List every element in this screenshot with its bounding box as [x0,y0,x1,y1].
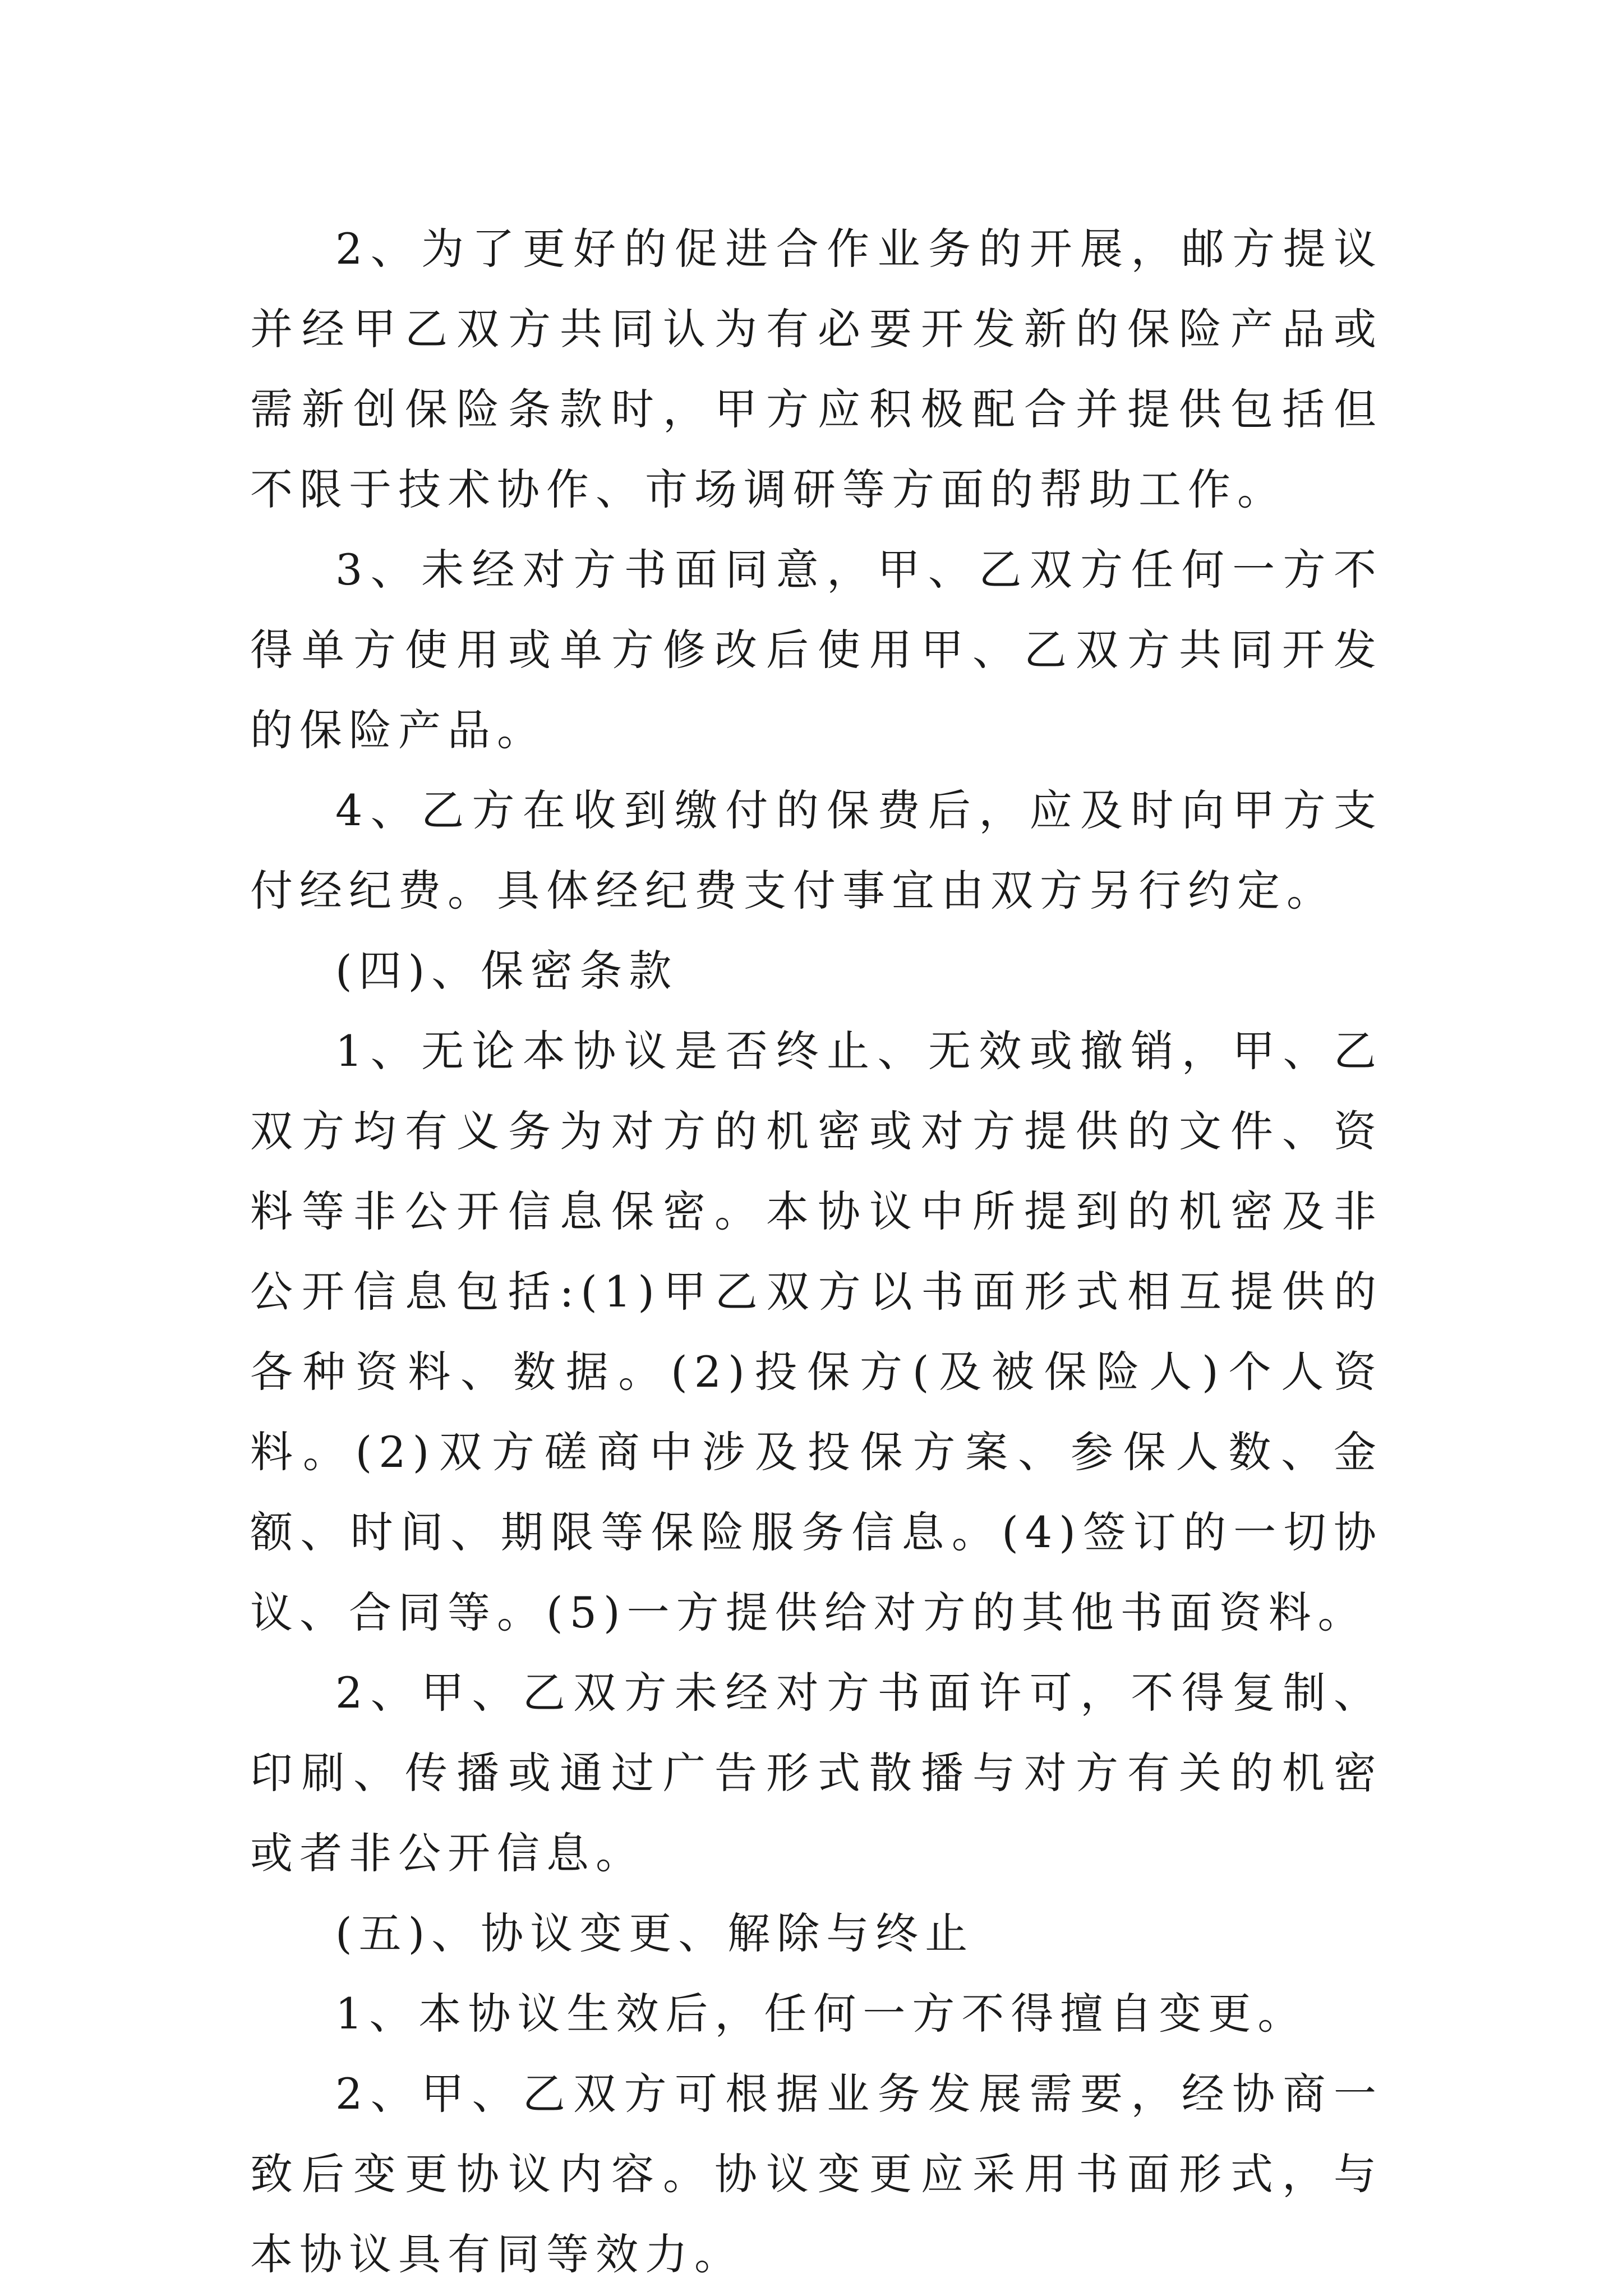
paragraph-no-unilateral-change: 1、本协议生效后，任何一方不得擅自变更。 [335,1989,1307,2039]
paragraph-brokerage-fee: 4、乙方在收到缴付的保费后，应及时向甲方支付经纪费。具体经纪费支付事宜由双方另行约定。 [250,785,1383,915]
paragraph-cooperation-development: 2、为了更好的促进合作业务的开展，邮方提议并经甲乙双方共同认为有必要开发新的保险产品或需新创保险条款时，甲方应积极配合并提供包括但不限于技术协作、市场调研等方面的帮助工作。 [250,224,1383,514]
section-heading-amendment: (五)、协议变更、解除与终止 [335,1908,975,1958]
document-body [250,209,1383,2294]
section-heading-confidentiality: (四)、保密条款 [335,946,679,996]
paragraph-no-disclosure: 2、甲、乙双方未经对方书面许可，不得复制、印刷、传播或通过广告形式散播与对方有关的机密或者非公开信息。 [250,1668,1383,1878]
paragraph-written-amendment: 2、甲、乙双方可根据业务发展需要，经协商一致后变更协议内容。协议变更应采用书面形式，与本协议具有同等效力。 [250,2069,1383,2279]
paragraph-confidential-info: 1、无论本协议是否终止、无效或撤销，甲、乙双方均有义务为对方的机密或对方提供的文件、资料等非公开信息保密。本协议中所提到的机密及非公开信息包括:(1)甲乙双方以书面形式相互提供的各种资料、数据。(2)投保方(及被保险人)个人资料。(2)双方磋商中涉及投保方案、参保人数、金额、时间、期限等保险服务信息。(4)签订的一切协议、合同等。(5)一方提供给对方的其他书面资料。 [250,1026,1383,1637]
paragraph-product-usage: 3、未经对方书面同意，甲、乙双方任何一方不得单方使用或单方修改后使用甲、乙双方共同开发的保险产品。 [250,545,1383,755]
